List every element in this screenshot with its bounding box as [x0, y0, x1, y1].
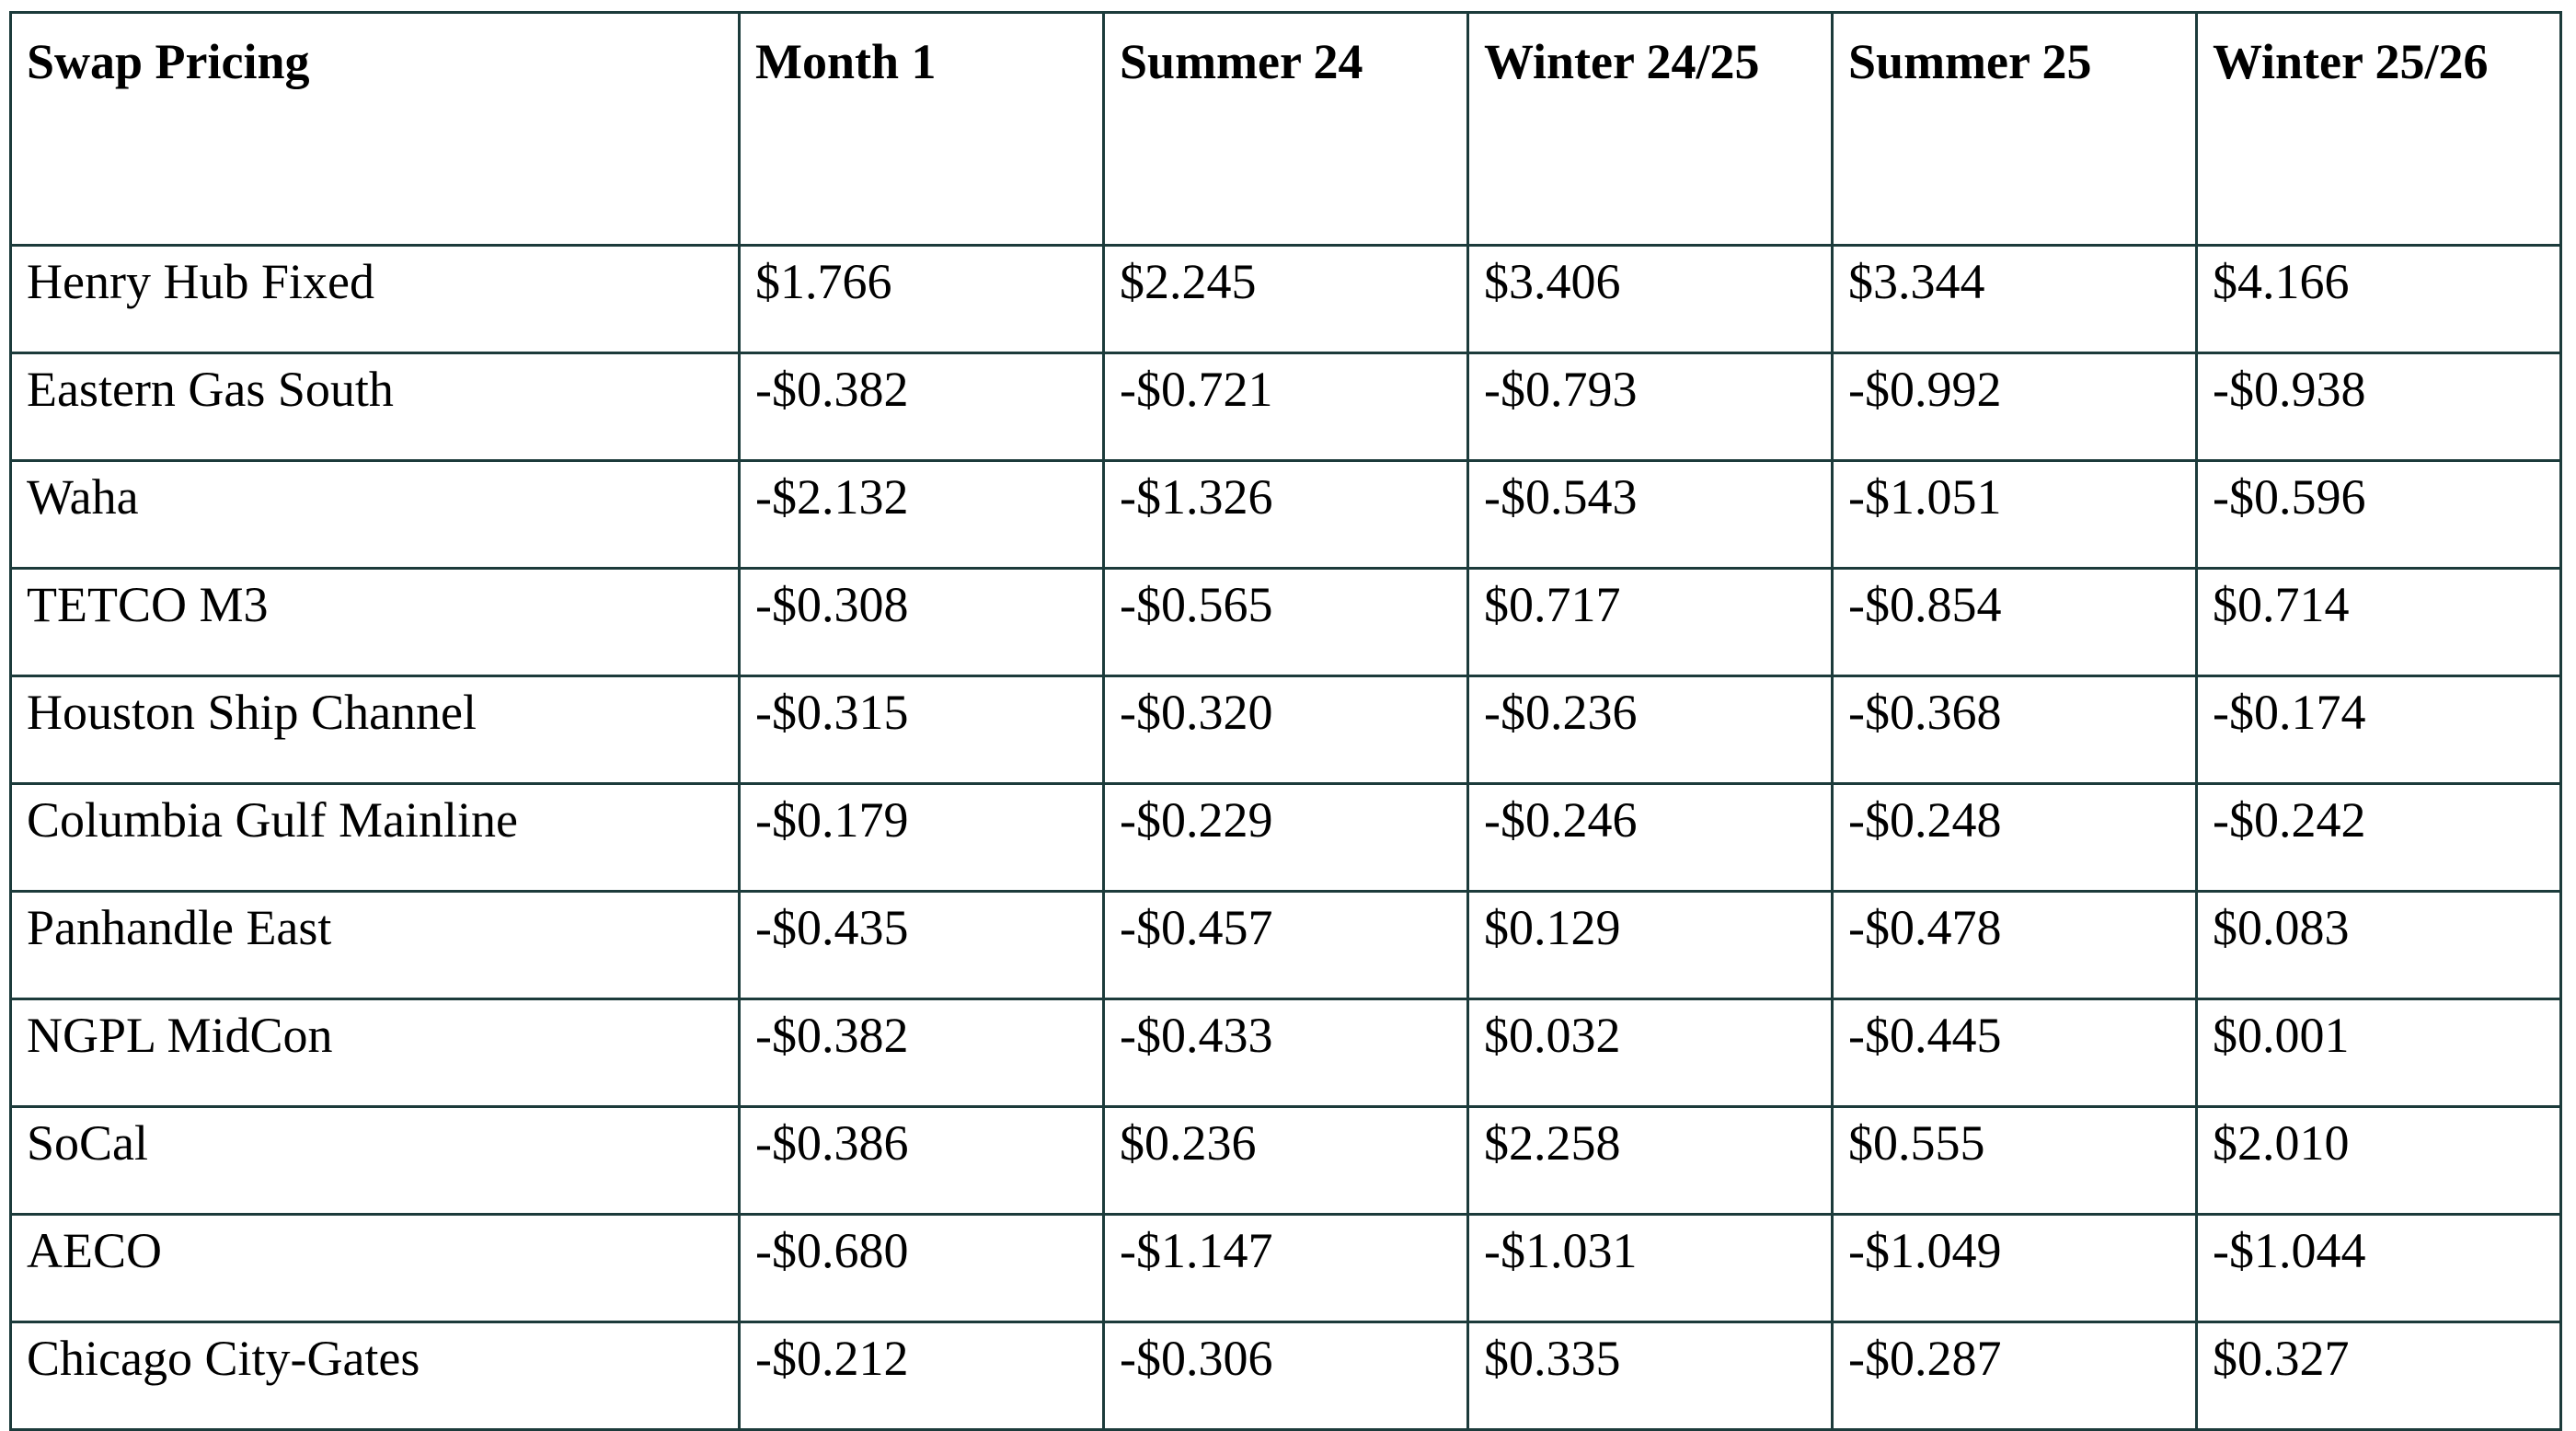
row-value: -$0.236: [1468, 676, 1833, 784]
row-value: -$0.287: [1833, 1322, 2197, 1430]
row-label: Waha: [11, 461, 740, 569]
row-value: -$0.435: [740, 892, 1104, 999]
row-value: -$2.132: [740, 461, 1104, 569]
row-value: -$0.793: [1468, 353, 1833, 461]
row-value: -$0.680: [740, 1215, 1104, 1322]
swap-pricing-table: [9, 11, 2562, 1431]
row-value: -$0.248: [1833, 784, 2197, 892]
column-header-winter-25-26: [2197, 13, 2561, 246]
row-value: -$1.049: [1833, 1215, 2197, 1322]
column-header-month-1: [740, 13, 1104, 246]
column-header-label: Swap Pricing: [27, 34, 310, 89]
row-value: -$0.854: [1833, 569, 2197, 676]
row-label: Houston Ship Channel: [11, 676, 740, 784]
row-value: $2.245: [1104, 246, 1468, 353]
row-value: -$0.320: [1104, 676, 1468, 784]
table-row: [11, 461, 2561, 569]
row-value: $0.032: [1468, 999, 1833, 1107]
row-value: $0.335: [1468, 1322, 1833, 1430]
row-value: -$0.938: [2197, 353, 2561, 461]
row-value: -$0.212: [740, 1322, 1104, 1430]
row-value: -$0.433: [1104, 999, 1468, 1107]
table-row: [11, 1322, 2561, 1430]
row-label: Henry Hub Fixed: [11, 246, 740, 353]
row-value: -$0.308: [740, 569, 1104, 676]
row-value: -$0.457: [1104, 892, 1468, 999]
row-value: $4.166: [2197, 246, 2561, 353]
row-value: $0.236: [1104, 1107, 1468, 1215]
table-row: [11, 999, 2561, 1107]
row-value: -$0.229: [1104, 784, 1468, 892]
column-header-label: Summer 24: [1120, 34, 1363, 89]
column-header-instrument: [11, 13, 740, 246]
row-value: -$0.721: [1104, 353, 1468, 461]
row-label: SoCal: [11, 1107, 740, 1215]
row-value: -$0.179: [740, 784, 1104, 892]
table-row: [11, 246, 2561, 353]
row-value: $0.001: [2197, 999, 2561, 1107]
row-value: -$0.596: [2197, 461, 2561, 569]
row-value: $3.406: [1468, 246, 1833, 353]
row-value: -$0.386: [740, 1107, 1104, 1215]
row-value: -$0.368: [1833, 676, 2197, 784]
row-label: NGPL MidCon: [11, 999, 740, 1107]
row-value: $1.766: [740, 246, 1104, 353]
row-value: -$1.044: [2197, 1215, 2561, 1322]
row-value: -$0.382: [740, 353, 1104, 461]
row-value: -$0.246: [1468, 784, 1833, 892]
table-header-row: [11, 13, 2561, 246]
row-value: -$0.382: [740, 999, 1104, 1107]
table-row: [11, 1215, 2561, 1322]
row-value: -$0.242: [2197, 784, 2561, 892]
row-value: -$0.306: [1104, 1322, 1468, 1430]
row-value: -$1.147: [1104, 1215, 1468, 1322]
row-value: $0.555: [1833, 1107, 2197, 1215]
row-value: -$0.478: [1833, 892, 2197, 999]
row-value: $0.717: [1468, 569, 1833, 676]
row-value: $0.083: [2197, 892, 2561, 999]
column-header-label: Winter 24/25: [1484, 34, 1760, 89]
row-label: TETCO M3: [11, 569, 740, 676]
row-value: -$0.445: [1833, 999, 2197, 1107]
table-row: [11, 569, 2561, 676]
row-value: $0.327: [2197, 1322, 2561, 1430]
row-value: -$0.174: [2197, 676, 2561, 784]
row-value: -$1.326: [1104, 461, 1468, 569]
swap-pricing-table-container: [9, 11, 2567, 1431]
row-value: -$0.992: [1833, 353, 2197, 461]
row-label: Eastern Gas South: [11, 353, 740, 461]
table-row: [11, 1107, 2561, 1215]
row-value: -$0.543: [1468, 461, 1833, 569]
row-value: -$1.051: [1833, 461, 2197, 569]
column-header-label: Month 1: [755, 34, 937, 89]
row-label: AECO: [11, 1215, 740, 1322]
row-value: $2.010: [2197, 1107, 2561, 1215]
table-body: [11, 246, 2561, 1430]
table-row: [11, 676, 2561, 784]
column-header-summer-25: [1833, 13, 2197, 246]
row-value: $3.344: [1833, 246, 2197, 353]
row-value: -$0.315: [740, 676, 1104, 784]
table-row: [11, 784, 2561, 892]
row-label: Chicago City-Gates: [11, 1322, 740, 1430]
row-label: Panhandle East: [11, 892, 740, 999]
row-value: $0.714: [2197, 569, 2561, 676]
table-row: [11, 353, 2561, 461]
row-value: $2.258: [1468, 1107, 1833, 1215]
table-row: [11, 892, 2561, 999]
row-value: $0.129: [1468, 892, 1833, 999]
table-header: [11, 13, 2561, 246]
column-header-label: Winter 25/26: [2213, 34, 2489, 89]
row-value: -$0.565: [1104, 569, 1468, 676]
row-label: Columbia Gulf Mainline: [11, 784, 740, 892]
column-header-label: Summer 25: [1848, 34, 2092, 89]
column-header-summer-24: [1104, 13, 1468, 246]
column-header-winter-24-25: [1468, 13, 1833, 246]
row-value: -$1.031: [1468, 1215, 1833, 1322]
